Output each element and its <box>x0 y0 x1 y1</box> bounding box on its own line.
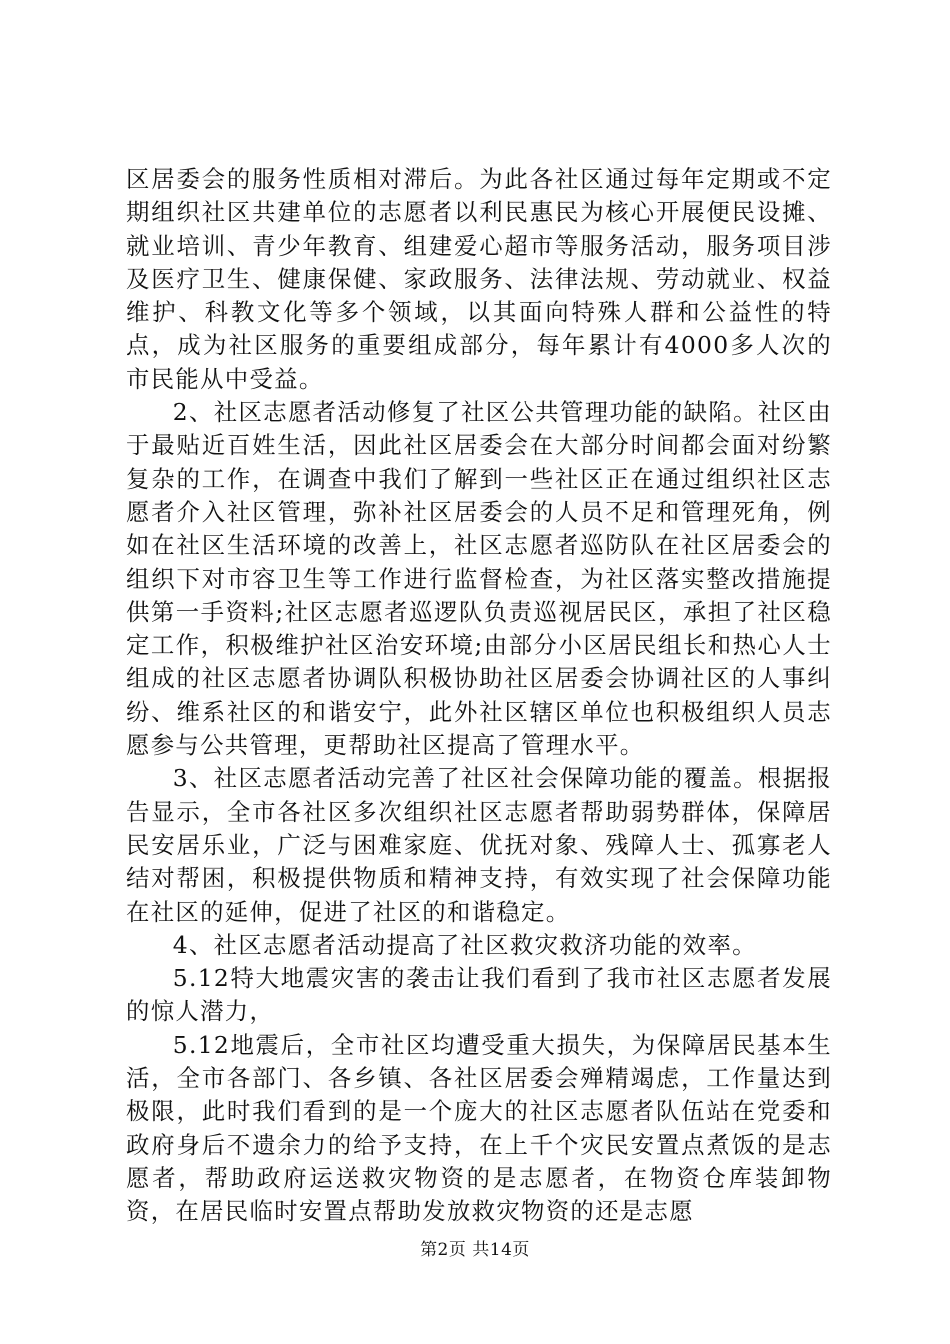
body-text <box>126 163 832 1229</box>
paragraph-item-3: 3、社区志愿者活动完善了社区社会保障功能的覆盖。根据报告显示，全市各社区多次组织社区志愿者帮助弱势群体，保障居民安居乐业，广泛与困难家庭、优抚对象、残障人士、孤寡老人结对帮困，积极提供物质和精神支持，有效实现了社会保障功能在社区的延伸，促进了社区的和谐稳定。 <box>126 764 832 926</box>
paragraph-earthquake-detail: 5.12地震后，全市社区均遭受重大损失，为保障居民基本生活，全市各部门、各乡镇、各社区居委会殚精竭虑，工作量达到极限，此时我们看到的是一个庞大的社区志愿者队伍站在党委和政府身后不遗余力的给予支持，在上千个灾民安置点煮饭的是志愿者，帮助政府运送救灾物资的是志愿者，在物资仓库装卸物资，在居民临时安置点帮助发放救灾物资的还是志愿 <box>126 1030 832 1226</box>
paragraph-item-4: 4、社区志愿者活动提高了社区救灾救济功能的效率。 <box>172 930 757 959</box>
paragraph-earthquake-intro: 5.12特大地震灾害的袭击让我们看到了我市社区志愿者发展的惊人潜力， <box>126 964 832 1026</box>
paragraph-continuation: 区居委会的服务性质相对滞后。为此各社区通过每年定期或不定期组织社区共建单位的志愿者以利民惠民为核心开展便民设摊、就业培训、青少年教育、组建爱心超市等服务活动，服务项目涉及医疗卫生、健康保健、家政服务、法律法规、劳动就业、权益维护、科教文化等多个领域，以其面向特殊人群和公益性的特点，成为社区服务的重要组成部分，每年累计有4000多人次的市民能从中受益。 <box>126 165 832 393</box>
page-footer: 第2页 共14页 <box>420 1240 530 1260</box>
paragraph-item-2: 2、社区志愿者活动修复了社区公共管理功能的缺陷。社区由于最贴近百姓生活，因此社区居委会在大部分时间都会面对纷繁复杂的工作，在调查中我们了解到一些社区正在通过组织社区志愿者介入社区管理，弥补社区居委会的人员不足和管理死角，例如在社区生活环境的改善上，社区志愿者巡防队在社区居委会的组织下对市容卫生等工作进行监督检查，为社区落实整改措施提供第一手资料;社区志愿者巡逻队负责巡视居民区，承担了社区稳定工作，积极维护社区治安环境;由部分小区居民组长和热心人士组成的社区志愿者协调队积极协助社区居委会协调社区的人事纠纷、维系社区的和谐安宁，此外社区辖区单位也积极组织人员志愿参与公共管理，更帮助社区提高了管理水平。 <box>126 398 832 760</box>
